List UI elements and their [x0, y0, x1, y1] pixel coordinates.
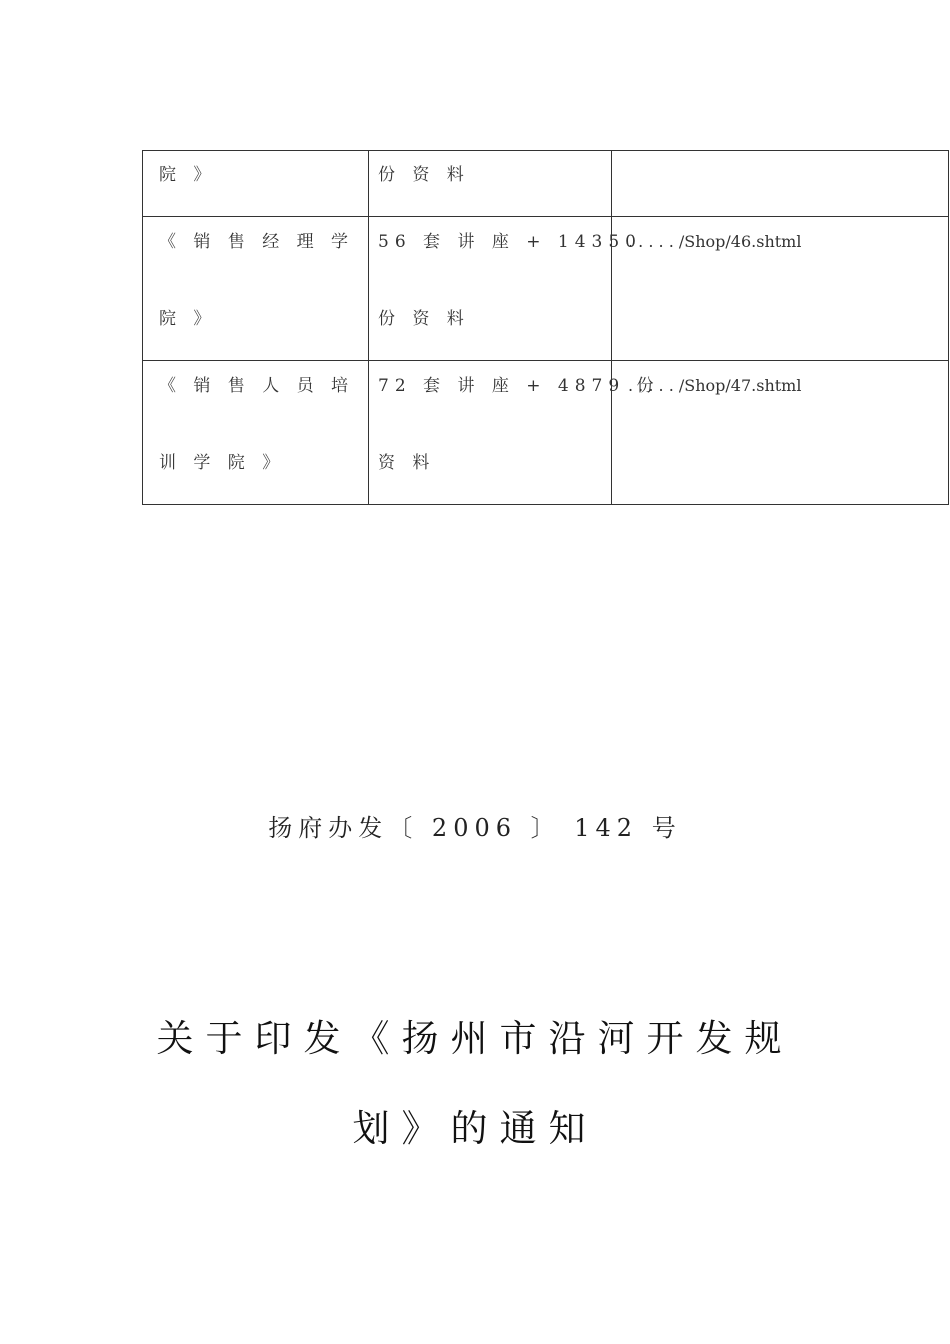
table-row: [143, 151, 949, 217]
cell-text: [628, 163, 942, 187]
table-cell-link: [612, 217, 949, 361]
table-cell-link: [612, 151, 949, 217]
notice-title-line-1: 关于印发《扬州市沿河开发规: [156, 1017, 794, 1060]
shop-link-47[interactable]: . . . . . /Shop/47.shtml: [628, 376, 802, 395]
cell-text: 份 资 料: [378, 309, 470, 329]
table-cell-course: [143, 361, 369, 505]
table-cell-course: [143, 217, 369, 361]
table-cell-content: [369, 151, 612, 217]
table-cell-content: [369, 217, 642, 361]
cell-text: 份 资 料: [378, 165, 470, 185]
table-cell-content: [369, 361, 660, 505]
cell-text: 《 销 售 经 理 学: [159, 232, 355, 252]
cell-text: 56 套 讲 座 + 14350: [378, 232, 642, 252]
table-cell-course: [143, 151, 369, 217]
document-number: 扬府办发〔 2006 〕 142 号: [268, 814, 682, 842]
cell-text: 训 学 院 》: [159, 453, 286, 473]
cell-text: 72 套 讲 座 + 4879 份: [378, 376, 660, 396]
shop-link-46[interactable]: . . . . . /Shop/46.shtml: [628, 232, 802, 251]
cell-text: 院 》: [159, 309, 217, 329]
cell-text: 院 》: [159, 165, 217, 185]
notice-title-line-2: 划》的通知: [352, 1107, 598, 1150]
table-cell-link: [612, 361, 949, 505]
cell-text: 资 料: [378, 453, 436, 473]
resource-table: [142, 150, 949, 505]
table-row: [143, 217, 949, 361]
cell-text: 《 销 售 人 员 培: [159, 376, 355, 396]
table-row: [143, 361, 949, 505]
